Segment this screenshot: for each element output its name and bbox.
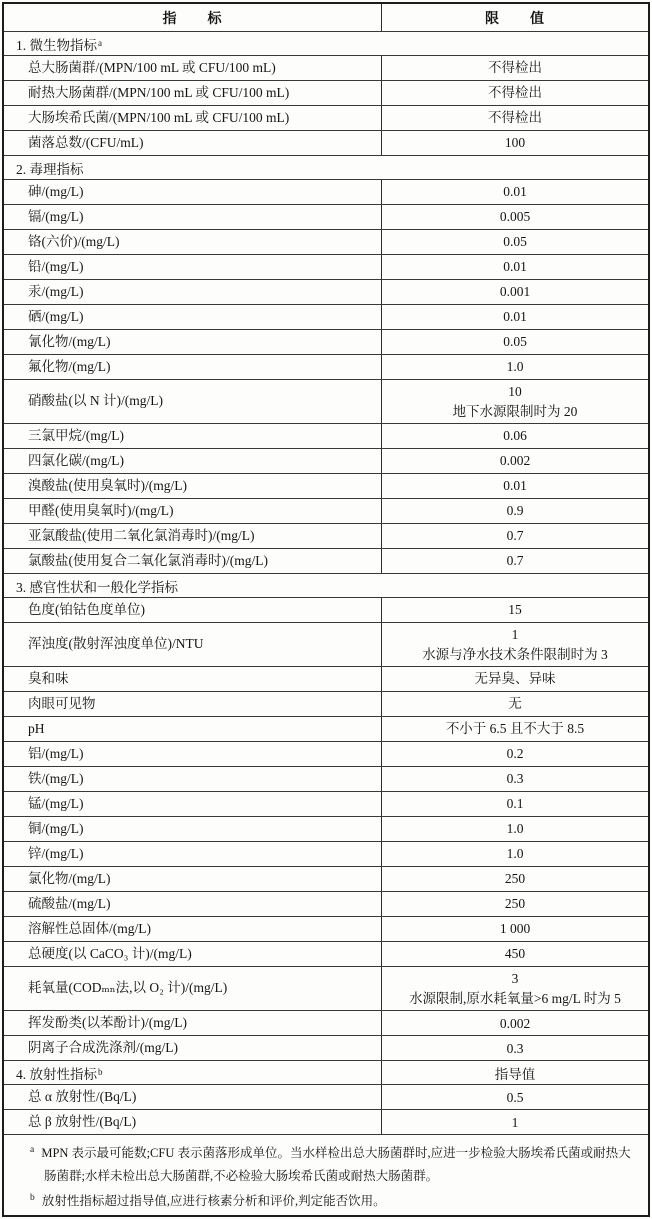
- indicator-cell: [4, 842, 382, 866]
- indicator-label: 氰化物/(mg/L): [28, 333, 111, 349]
- indicator-label: 浑浊度(散射浑浊度单位)/NTU: [28, 636, 204, 652]
- indicator-label: 锌/(mg/L): [28, 845, 84, 861]
- limit-value-line: 地下水源限制时为 20: [452, 403, 578, 419]
- indicator-label: 大肠埃希氏菌/(MPN/100 mL 或 CFU/100 mL): [28, 109, 290, 125]
- limit-value-cell: 0.1: [506, 796, 524, 812]
- table-row: [4, 523, 648, 548]
- indicator-label: 铝/(mg/L): [28, 745, 84, 761]
- indicator-cell: [4, 767, 382, 791]
- indicator-label: 色度(铂钴色度单位): [28, 601, 145, 617]
- limit-value-cell: 0.01: [503, 309, 527, 325]
- header-indicator-label: 指 标: [162, 11, 223, 27]
- limit-value-cell: 15: [508, 602, 522, 618]
- table-row: [4, 1035, 648, 1060]
- indicator-cell: [4, 1085, 382, 1109]
- table-row: [4, 55, 648, 80]
- limit-value-cell: [382, 623, 648, 666]
- limit-value-cell: [382, 380, 648, 423]
- indicator-label: 镉/(mg/L): [28, 208, 84, 224]
- indicator-label: 铅/(mg/L): [28, 258, 84, 274]
- footnote-text: MPN 表示最可能数;CFU 表示菌落形成单位。当水样检出总大肠菌群时,应进一步检验大肠埃希氏菌或耐热大肠菌群;水样未检出总大肠菌群,不必检验大肠埃希氏菌或耐热大肠菌群。: [38, 1146, 631, 1184]
- table-row: [4, 130, 648, 155]
- indicator-cell: [4, 549, 382, 573]
- indicator-cell: [4, 1110, 382, 1134]
- indicator-cell: [4, 692, 382, 716]
- indicator-label: 总大肠菌群/(MPN/100 mL 或 CFU/100 mL): [28, 59, 276, 75]
- section-title: 3. 感官性状和一般化学指标: [16, 579, 178, 595]
- section-title-cell: [4, 32, 648, 55]
- footnote-item: [18, 1190, 634, 1213]
- indicator-label: 阴离子合成洗涤剂/(mg/L): [28, 1039, 178, 1055]
- indicator-label: 硝酸盐(以 N 计)/(mg/L): [28, 393, 163, 409]
- limit-value-cell: 无: [508, 696, 522, 712]
- indicator-label: 总 β 放射性/(Bq/L): [28, 1113, 137, 1129]
- table-row: [4, 379, 648, 423]
- table-row: [4, 254, 648, 279]
- indicator-cell: [4, 474, 382, 498]
- section-header-row: [4, 155, 648, 179]
- section-title-cell: [4, 1061, 382, 1084]
- limit-value-cell: 0.05: [503, 334, 527, 350]
- section-title-cell: [4, 574, 648, 597]
- limit-value-line: 水源限制,原水耗氧量>6 mg/L 时为 5: [409, 990, 621, 1006]
- section-title: 1. 微生物指标: [16, 37, 97, 53]
- section-header-row: [4, 31, 648, 55]
- indicator-cell: [4, 255, 382, 279]
- limit-value-cell: 0.01: [503, 259, 527, 275]
- limit-value-cell: 0.7: [506, 553, 524, 569]
- table-row: [4, 766, 648, 791]
- indicator-label: pH: [28, 720, 45, 736]
- indicator-label: 锰/(mg/L): [28, 795, 84, 811]
- limit-value-cell: 250: [504, 896, 526, 912]
- table-row: [4, 597, 648, 622]
- footnote-marker: a: [30, 1145, 35, 1156]
- indicator-cell: [4, 817, 382, 841]
- table-row: [4, 891, 648, 916]
- table-row: [4, 841, 648, 866]
- indicator-cell: [4, 867, 382, 891]
- header-limit-label: 限 值: [485, 11, 545, 27]
- table-row: [4, 791, 648, 816]
- section-footnote-marker: b: [98, 1067, 103, 1078]
- water-quality-limits-table: [2, 2, 650, 1217]
- indicator-label: 总 α 放射性/(Bq/L): [28, 1088, 137, 1104]
- indicator-label: 溶解性总固体/(mg/L): [28, 920, 151, 936]
- indicator-cell: [4, 917, 382, 941]
- limit-value-cell: 450: [504, 946, 526, 962]
- indicator-label: 铜/(mg/L): [28, 820, 84, 836]
- footnote-item: [18, 1142, 634, 1187]
- indicator-label: 三氯甲烷/(mg/L): [28, 427, 124, 443]
- limit-value-line: 3: [511, 971, 519, 987]
- indicator-label: 耗氧量(CODₘₙ法,以 O₂ 计)/(mg/L): [28, 980, 228, 996]
- indicator-label: 氟化物/(mg/L): [28, 358, 111, 374]
- indicator-cell: [4, 131, 382, 155]
- indicator-label: 氯化物/(mg/L): [28, 870, 111, 886]
- indicator-cell: [4, 205, 382, 229]
- table-row: [4, 304, 648, 329]
- indicator-label: 亚氯酸盐(使用二氧化氯消毒时)/(mg/L): [28, 527, 255, 543]
- indicator-label: 四氯化碳/(mg/L): [28, 452, 124, 468]
- limit-value-cell: 0.9: [506, 503, 524, 519]
- section-footnote-marker: a: [98, 38, 102, 48]
- table-row: [4, 179, 648, 204]
- indicator-label: 氯酸盐(使用复合二氧化氯消毒时)/(mg/L): [28, 552, 268, 568]
- table-row: [4, 204, 648, 229]
- limit-value-cell: 0.06: [503, 428, 527, 444]
- table-row: [4, 741, 648, 766]
- table-row: [4, 916, 648, 941]
- section-header-row: [4, 573, 648, 597]
- indicator-label: 挥发酚类(以苯酚计)/(mg/L): [28, 1014, 187, 1030]
- limit-value-cell: 1.0: [506, 359, 524, 375]
- table-row: [4, 448, 648, 473]
- limit-value-line: 水源与净水技术条件限制时为 3: [422, 646, 608, 662]
- table-row: [4, 329, 648, 354]
- footnote-text: 放射性指标超过指导值,应进行核素分析和评价,判定能否饮用。: [38, 1193, 386, 1208]
- indicator-cell: [4, 598, 382, 622]
- limit-value-cell: 0.002: [499, 1015, 531, 1031]
- limit-value-line: 10: [508, 384, 522, 399]
- limit-value-line: 1: [511, 627, 519, 643]
- table-row: [4, 1084, 648, 1109]
- table-row: [4, 498, 648, 523]
- limit-value-cell: 1: [511, 1114, 519, 1130]
- indicator-cell: [4, 1036, 382, 1060]
- indicator-label: 耐热大肠菌群/(MPN/100 mL 或 CFU/100 mL): [28, 84, 290, 100]
- indicator-cell: [4, 330, 382, 354]
- indicator-cell: [4, 1011, 382, 1035]
- indicator-cell: [4, 81, 382, 105]
- table-row: [4, 691, 648, 716]
- section-value-cell: [382, 1061, 648, 1084]
- limit-value-cell: 无异臭、异味: [474, 671, 556, 687]
- footnotes: [4, 1134, 648, 1215]
- limit-value-cell: [382, 967, 648, 1010]
- limit-value-cell: 不小于 6.5 且不大于 8.5: [445, 721, 585, 737]
- indicator-label: 硫酸盐/(mg/L): [28, 895, 111, 911]
- limit-value-cell: 0.7: [506, 528, 524, 544]
- indicator-cell: [4, 942, 382, 966]
- table-row: [4, 622, 648, 666]
- footnote-marker: b: [30, 1192, 35, 1203]
- table-row: [4, 966, 648, 1010]
- indicator-cell: [4, 499, 382, 523]
- indicator-label: 溴酸盐(使用臭氧时)/(mg/L): [28, 477, 187, 493]
- table-row: [4, 1109, 648, 1134]
- table-row: [4, 423, 648, 448]
- indicator-cell: [4, 56, 382, 80]
- indicator-cell: [4, 380, 382, 423]
- indicator-label: 汞/(mg/L): [28, 283, 84, 299]
- indicator-label: 臭和味: [28, 670, 69, 686]
- indicator-cell: [4, 280, 382, 304]
- limit-value-cell: 1.0: [506, 846, 524, 862]
- limit-value-cell: 0.3: [506, 771, 524, 787]
- section-title-cell: [4, 156, 648, 179]
- limit-value-cell: 0.01: [503, 184, 527, 200]
- limit-value-cell: 不得检出: [488, 60, 542, 76]
- table-row: [4, 666, 648, 691]
- table-row: [4, 548, 648, 573]
- indicator-cell: [4, 449, 382, 473]
- limit-value-cell: 1 000: [499, 921, 531, 937]
- header-limit-cell: [382, 4, 648, 31]
- section-header-row: [4, 1060, 648, 1084]
- indicator-label: 菌落总数/(CFU/mL): [28, 134, 144, 150]
- limit-value-cell: 0.01: [503, 478, 527, 494]
- indicator-cell: [4, 230, 382, 254]
- indicator-label: 甲醛(使用臭氧时)/(mg/L): [28, 502, 174, 518]
- limit-value-cell: 1.0: [506, 821, 524, 837]
- indicator-cell: [4, 355, 382, 379]
- indicator-label: 铬(六价)/(mg/L): [28, 233, 120, 249]
- indicator-label: 总硬度(以 CaCO₃ 计)/(mg/L): [28, 945, 192, 961]
- indicator-cell: [4, 524, 382, 548]
- limit-value-cell: 0.5: [506, 1089, 524, 1105]
- table-row: [4, 1010, 648, 1035]
- table-row: [4, 473, 648, 498]
- section-title: 4. 放射性指标: [16, 1066, 97, 1082]
- indicator-cell: [4, 717, 382, 741]
- indicator-label: 硒/(mg/L): [28, 308, 84, 324]
- table-row: [4, 354, 648, 379]
- indicator-cell: [4, 180, 382, 204]
- limit-value-cell: 0.002: [499, 453, 531, 469]
- table-row: [4, 866, 648, 891]
- table-row: [4, 105, 648, 130]
- limit-value-cell: 0.2: [506, 746, 524, 762]
- limit-value-cell: 0.005: [499, 209, 531, 225]
- indicator-cell: [4, 424, 382, 448]
- limit-value-cell: 不得检出: [488, 85, 542, 101]
- limit-value-cell: 0.05: [503, 234, 527, 250]
- indicator-cell: [4, 967, 382, 1010]
- section-value: 指导值: [494, 1066, 536, 1082]
- table-row: [4, 279, 648, 304]
- limit-value-cell: 不得检出: [488, 110, 542, 126]
- section-title: 2. 毒理指标: [16, 161, 84, 177]
- table-row: [4, 80, 648, 105]
- indicator-label: 肉眼可见物: [28, 695, 96, 711]
- indicator-label: 铁/(mg/L): [28, 770, 84, 786]
- table-header-row: [4, 4, 648, 31]
- table-body: [4, 31, 648, 1134]
- indicator-label: 砷/(mg/L): [28, 183, 84, 199]
- table-row: [4, 941, 648, 966]
- table-row: [4, 716, 648, 741]
- indicator-cell: [4, 892, 382, 916]
- indicator-cell: [4, 742, 382, 766]
- table-row: [4, 816, 648, 841]
- limit-value-cell: 0.001: [499, 284, 531, 300]
- limit-value-cell: 250: [504, 871, 526, 887]
- limit-value-cell: 100: [504, 135, 526, 151]
- indicator-cell: [4, 623, 382, 666]
- table-row: [4, 229, 648, 254]
- limit-value-cell: 0.3: [506, 1040, 524, 1056]
- indicator-cell: [4, 106, 382, 130]
- header-indicator-cell: [4, 4, 382, 31]
- indicator-cell: [4, 305, 382, 329]
- indicator-cell: [4, 667, 382, 691]
- indicator-cell: [4, 792, 382, 816]
